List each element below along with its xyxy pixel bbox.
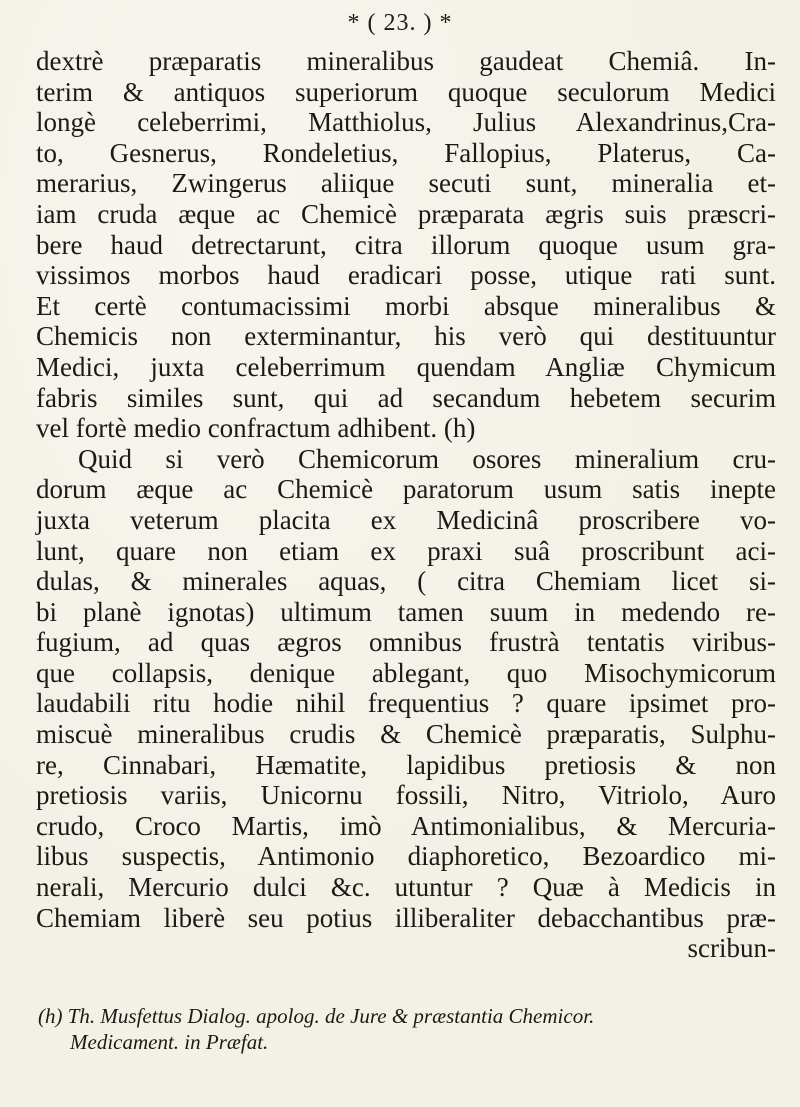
text-line: Chemicis non exterminantur, his verò qui destituuntur	[36, 321, 776, 352]
footnote-line: Medicament. in Præfat.	[70, 1030, 269, 1054]
text-line: Medici, juxta celeberrimum quendam Angliæ Chymicum	[36, 351, 776, 382]
text-line: que collapsis, denique ablegant, quo Misochymicorum	[36, 657, 776, 688]
main-text-block	[36, 46, 776, 964]
text-line: dulas, & minerales aquas, ( citra Chemiam licet si-	[36, 566, 776, 597]
text-line: Chemiam liberè seu potius illiberaliter debacchantibus præ-	[36, 902, 776, 933]
text-line: laudabili ritu hodie nihil frequentius ? quare ipsimet pro-	[36, 688, 776, 719]
text-line: dextrè præparatis mineralibus gaudeat Chemiâ. In-	[36, 46, 776, 76]
text-line: vel fortè medio confractum adhibent. (h)	[36, 413, 476, 444]
text-line: iam cruda æque ac Chemicè præparata ægris suis præscri-	[36, 198, 776, 229]
catchword: scribun-	[687, 933, 776, 964]
text-line: crudo, Croco Martis, imò Antimonialibus, & Mercuria-	[36, 810, 776, 841]
text-line: juxta veterum placita ex Medicinâ proscribere vo-	[36, 504, 776, 535]
footnote	[38, 1003, 768, 1055]
text-line: re, Cinnabari, Hæmatite, lapidibus pretiosis & non	[36, 749, 776, 780]
text-line: dorum æque ac Chemicè paratorum usum satis inepte	[36, 474, 776, 505]
text-line: miscuè mineralibus crudis & Chemicè præparatis, Sulphu-	[36, 719, 776, 750]
text-line: to, Gesnerus, Rondeletius, Fallopius, Platerus, Ca-	[36, 137, 776, 168]
text-line: fugium, ad quas ægros omnibus frustrà tentatis viribus-	[36, 627, 776, 658]
text-line: vissimos morbos haud eradicari posse, utique rati sunt.	[36, 260, 776, 291]
text-line: fabris similes sunt, qui ad secandum hebetem securim	[36, 382, 776, 413]
text-line: lunt, quare non etiam ex praxi suâ proscribunt aci-	[36, 535, 776, 566]
text-line: merarius, Zwingerus aliique secuti sunt, mineralia et-	[36, 168, 776, 199]
text-line: bere haud detrectarunt, citra illorum quoque usum gra-	[36, 229, 776, 260]
text-line: Et certè contumacissimi morbi absque mineralibus &	[36, 290, 776, 321]
text-line: terim & antiquos superiorum quoque seculorum Medici	[36, 76, 776, 107]
text-line: longè celeberrimi, Matthiolus, Julius Alexandrinus,Cra-	[36, 107, 776, 138]
footnote-line: (h) Th. Musfettus Dialog. apolog. de Jure & præstantia Chemicor.	[38, 1004, 595, 1028]
text-line: nerali, Mercurio dulci &c. utuntur ? Quæ à Medicis in	[36, 872, 776, 903]
text-line: pretiosis variis, Unicornu fossili, Nitro, Vitriolo, Auro	[36, 780, 776, 811]
text-line: Quid si verò Chemicorum osores mineralium cru-	[78, 443, 776, 474]
running-head-page-number: * ( 23. ) *	[347, 10, 453, 36]
text-line: libus suspectis, Antimonio diaphoretico, Bezoardico mi-	[36, 841, 776, 872]
text-line: bi planè ignotas) ultimum tamen suum in medendo re-	[36, 596, 776, 627]
